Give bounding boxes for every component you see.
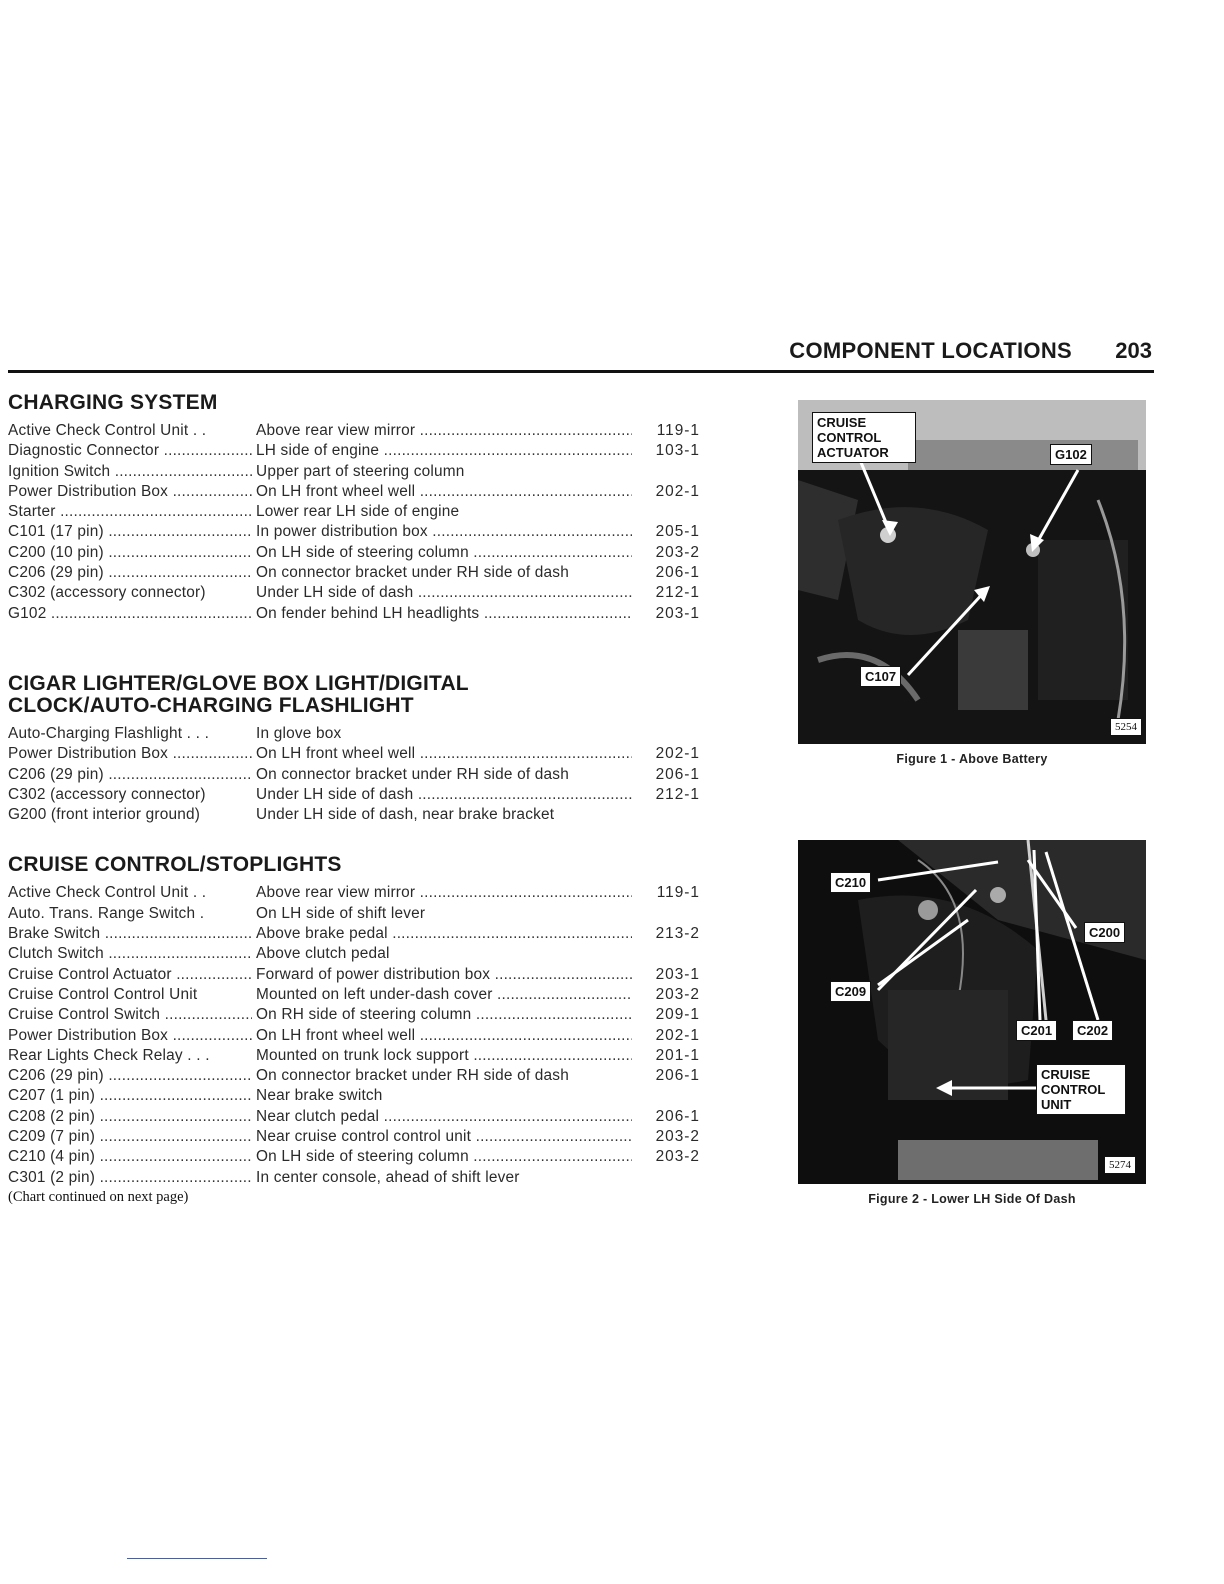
component-location: Under LH side of dash ..... xyxy=(256,584,632,602)
figure-reference: 206-1 xyxy=(655,1107,700,1125)
table-row xyxy=(8,905,708,925)
component-name: C302 (accessory connector) xyxy=(8,584,206,602)
section-rows-cruise-control xyxy=(8,884,708,1188)
table-row xyxy=(8,1027,708,1047)
component-location: Above clutch pedal xyxy=(256,945,390,963)
page-number: 203 xyxy=(1115,338,1152,363)
component-location: Under LH side of dash ..... xyxy=(256,786,632,804)
figure-reference: 213-2 xyxy=(655,925,700,943)
component-name: C206 (29 pin) ..... xyxy=(8,564,252,582)
label-cruise-control-unit: CRUISE CONTROL UNIT xyxy=(1036,1064,1126,1115)
table-row xyxy=(8,442,708,462)
table-row xyxy=(8,806,708,826)
figure-reference: 212-1 xyxy=(655,584,700,602)
figure-reference: 203-2 xyxy=(655,1148,700,1166)
component-table xyxy=(8,392,708,1206)
component-location: Near clutch pedal ..... xyxy=(256,1108,632,1126)
figure-reference: 103-1 xyxy=(655,442,700,460)
label-cruise-control-actuator: CRUISE CONTROL ACTUATOR xyxy=(812,412,916,463)
table-row xyxy=(8,463,708,483)
component-location: Lower rear LH side of engine xyxy=(256,503,460,521)
component-location: On LH front wheel well ..... xyxy=(256,1027,632,1045)
page-title: COMPONENT LOCATIONS xyxy=(789,338,1072,363)
table-row xyxy=(8,1148,708,1168)
component-name: Cruise Control Control Unit xyxy=(8,985,198,1003)
figure-2 xyxy=(798,840,1146,1206)
label-c202: C202 xyxy=(1072,1020,1113,1041)
table-row xyxy=(8,725,708,745)
figure-reference: 202-1 xyxy=(655,1026,700,1044)
component-location: In center console, ahead of shift lever xyxy=(256,1168,520,1186)
component-name: C206 (29 pin) ..... xyxy=(8,766,252,784)
component-name: Auto-Charging Flashlight . . . xyxy=(8,724,210,742)
component-name: C101 (17 pin) ..... xyxy=(8,523,252,541)
component-name: C301 (2 pin) ..... xyxy=(8,1169,252,1187)
figure-1 xyxy=(798,400,1146,766)
component-location: Near cruise control control unit ..... xyxy=(256,1128,632,1146)
table-row xyxy=(8,786,708,806)
page-header xyxy=(8,336,1154,373)
figure-2-caption: Figure 2 - Lower LH Side Of Dash xyxy=(868,1192,1076,1206)
component-name: Power Distribution Box ..... xyxy=(8,745,252,763)
figure-reference: 212-1 xyxy=(655,785,700,803)
figure-reference: 206-1 xyxy=(655,1067,700,1085)
label-c107: C107 xyxy=(860,666,901,687)
component-location: Above brake pedal ..... xyxy=(256,925,632,943)
component-location: Upper part of steering column xyxy=(256,462,465,480)
figure-reference: 203-2 xyxy=(655,985,700,1003)
figure-reference: 203-2 xyxy=(655,543,700,561)
component-location: On LH front wheel well ..... xyxy=(256,483,632,501)
figure-reference: 203-2 xyxy=(655,1128,700,1146)
table-row xyxy=(8,564,708,584)
figure-reference: 201-1 xyxy=(655,1046,700,1064)
component-location: Mounted on trunk lock support ..... xyxy=(256,1047,632,1065)
label-c200: C200 xyxy=(1084,922,1125,943)
figure-reference: 202-1 xyxy=(655,482,700,500)
figure-reference: 203-1 xyxy=(655,965,700,983)
component-location: Above rear view mirror ..... xyxy=(256,422,632,440)
section-rows-charging xyxy=(8,422,708,625)
table-row xyxy=(8,766,708,786)
figure-reference: 202-1 xyxy=(655,745,700,763)
label-c209: C209 xyxy=(830,981,871,1002)
table-row xyxy=(8,745,708,765)
component-name: C210 (4 pin) ..... xyxy=(8,1148,252,1166)
component-location: On connector bracket under RH side of dash xyxy=(256,1067,569,1085)
component-name: Cruise Control Actuator ..... xyxy=(8,966,252,984)
table-row xyxy=(8,422,708,442)
continued-note: (Chart continued on next page) xyxy=(8,1188,189,1205)
label-g102: G102 xyxy=(1050,444,1092,465)
component-location: Above rear view mirror ..... xyxy=(256,884,632,902)
figure-1-photo xyxy=(798,400,1146,744)
component-name: C302 (accessory connector) xyxy=(8,785,206,803)
component-location: LH side of engine ..... xyxy=(256,442,632,460)
component-location: Under LH side of dash, near brake bracket xyxy=(256,806,555,824)
figure-reference: 119-1 xyxy=(656,422,700,439)
component-name: Auto. Trans. Range Switch . xyxy=(8,904,205,922)
section-title-cigar-lighter: CIGAR LIGHTER/GLOVE BOX LIGHT/DIGITAL CLOCK/AUTO-CHARGING FLASHLIGHT xyxy=(8,671,469,717)
component-location: On RH side of steering column ..... xyxy=(256,1006,632,1024)
table-row xyxy=(8,1047,708,1067)
component-location: On connector bracket under RH side of dash xyxy=(256,765,569,783)
component-location: On LH side of steering column ..... xyxy=(256,1148,632,1166)
footer-divider xyxy=(127,1558,267,1559)
figure-reference: 203-1 xyxy=(655,604,700,622)
table-row xyxy=(8,584,708,604)
component-name: Active Check Control Unit . . xyxy=(8,422,207,439)
table-row xyxy=(8,503,708,523)
component-name: Starter ..... xyxy=(8,503,252,521)
table-row xyxy=(8,884,708,904)
figure-2-number: 5274 xyxy=(1104,1156,1136,1174)
component-name: G200 (front interior ground) xyxy=(8,806,201,824)
figure-reference: 206-1 xyxy=(655,564,700,582)
component-name: Cruise Control Switch ..... xyxy=(8,1006,252,1024)
table-row xyxy=(8,1169,708,1189)
table-row xyxy=(8,966,708,986)
component-location: Near brake switch xyxy=(256,1087,383,1105)
table-row xyxy=(8,483,708,503)
figure-reference: 209-1 xyxy=(655,1006,700,1024)
table-row xyxy=(8,986,708,1006)
figure-reference: 205-1 xyxy=(655,523,700,541)
component-name: C208 (2 pin) ..... xyxy=(8,1108,252,1126)
section-title-cruise-control: CRUISE CONTROL/STOPLIGHTS xyxy=(8,853,342,877)
figure-1-caption: Figure 1 - Above Battery xyxy=(896,752,1048,766)
table-row xyxy=(8,544,708,564)
component-name: Clutch Switch ..... xyxy=(8,945,252,963)
table-row xyxy=(8,1108,708,1128)
component-location: On fender behind LH headlights ..... xyxy=(256,605,632,623)
figure-reference: 119-1 xyxy=(656,884,700,902)
label-c210: C210 xyxy=(830,872,871,893)
section-title-charging: CHARGING SYSTEM xyxy=(8,391,218,414)
component-name: Ignition Switch ..... xyxy=(8,463,252,481)
component-location: On connector bracket under RH side of dash xyxy=(256,564,569,582)
table-row xyxy=(8,1087,708,1107)
component-name: Rear Lights Check Relay . . . xyxy=(8,1046,210,1064)
component-name: C200 (10 pin) ..... xyxy=(8,544,252,562)
component-name: G102 ..... xyxy=(8,605,252,623)
component-location: Forward of power distribution box ..... xyxy=(256,966,632,984)
table-row xyxy=(8,605,708,625)
label-c201: C201 xyxy=(1016,1020,1057,1041)
section-rows-cigar-lighter xyxy=(8,725,708,826)
component-name: Diagnostic Connector ..... xyxy=(8,442,252,460)
component-location: Mounted on left under-dash cover ..... xyxy=(256,986,632,1004)
table-row xyxy=(8,925,708,945)
component-location: On LH front wheel well ..... xyxy=(256,745,632,763)
component-name: C207 (1 pin) ..... xyxy=(8,1087,252,1105)
figure-1-number: 5254 xyxy=(1110,718,1142,736)
component-name: C206 (29 pin) ..... xyxy=(8,1067,252,1085)
table-row xyxy=(8,523,708,543)
component-name: C209 (7 pin) ..... xyxy=(8,1128,252,1146)
figure-reference: 206-1 xyxy=(655,765,700,783)
component-name: Power Distribution Box ..... xyxy=(8,1027,252,1045)
component-name: Power Distribution Box ..... xyxy=(8,483,252,501)
table-row xyxy=(8,1128,708,1148)
component-location: On LH side of steering column ..... xyxy=(256,544,632,562)
component-location: In power distribution box ..... xyxy=(256,523,632,541)
table-row xyxy=(8,945,708,965)
component-location: On LH side of shift lever xyxy=(256,904,426,922)
component-name: Active Check Control Unit . . xyxy=(8,884,207,902)
component-location: In glove box xyxy=(256,724,342,742)
table-row xyxy=(8,1067,708,1087)
component-name: Brake Switch ..... xyxy=(8,925,252,943)
figure-2-photo xyxy=(798,840,1146,1184)
table-row xyxy=(8,1006,708,1026)
